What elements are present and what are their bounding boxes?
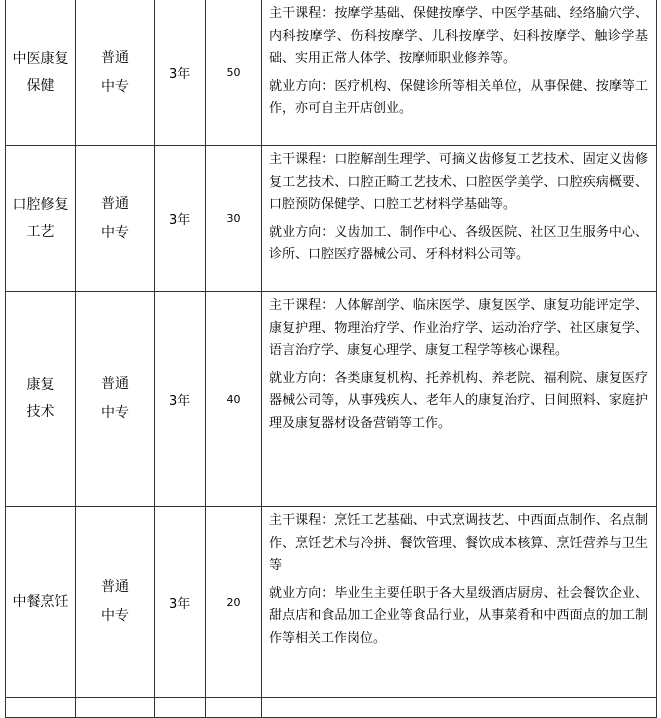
program-name-line: 技术 bbox=[26, 404, 55, 420]
table-row-partial bbox=[6, 698, 657, 718]
program-name-cell bbox=[6, 507, 76, 698]
programs-table bbox=[5, 0, 657, 718]
school-type-line: 中专 bbox=[101, 78, 129, 95]
description-cell bbox=[262, 146, 657, 292]
school-type-line: 中专 bbox=[101, 405, 129, 421]
employment-text: 就业方向：医疗机构、保健诊所等相关单位，从事保健、按摩等工作，亦可自主开店创业。 bbox=[269, 78, 648, 116]
description-cell bbox=[262, 292, 657, 507]
program-name-line: 中医康复 bbox=[12, 50, 69, 67]
program-name-cell bbox=[6, 292, 76, 507]
enrollment-count-cell: 30 bbox=[206, 146, 262, 292]
years-cell: 3年 bbox=[155, 146, 206, 292]
empty-cell bbox=[262, 698, 657, 718]
school-type-cell bbox=[76, 0, 155, 146]
employment-text: 就业方向：毕业生主要任职于各大星级酒店厨房、社会餐饮企业、甜点店和食品加工企业等食品行业，从事菜肴和中西面点的加工制作等相关工作岗位。 bbox=[269, 585, 648, 646]
empty-cell bbox=[155, 698, 206, 718]
school-type-line: 普通 bbox=[101, 49, 129, 66]
program-name-line: 口腔修复 bbox=[12, 196, 69, 213]
school-type-line: 中专 bbox=[101, 608, 129, 624]
school-type-cell bbox=[76, 507, 155, 698]
description-cell bbox=[262, 507, 657, 698]
empty-cell bbox=[206, 698, 262, 718]
program-name-line: 保健 bbox=[26, 77, 55, 94]
enrollment-count-cell: 20 bbox=[206, 507, 262, 698]
empty-cell bbox=[6, 698, 76, 718]
school-type-cell bbox=[76, 292, 155, 507]
table-row bbox=[6, 292, 657, 507]
description-cell bbox=[262, 0, 657, 146]
years-cell: 3年 bbox=[155, 507, 206, 698]
curriculum-text: 主干课程：口腔解剖生理学、可摘义齿修复工艺技术、固定义齿修复工艺技术、口腔正畸工艺技术、口腔医学美学、口腔疾病概要、口腔预防保健学、口腔工艺材料学基础等。 bbox=[269, 152, 648, 212]
empty-cell bbox=[76, 698, 155, 718]
table-row bbox=[6, 146, 657, 292]
curriculum-text: 主干课程：按摩学基础、保健按摩学、中医学基础、经络腧穴学、内科按摩学、伤科按摩学、儿科按摩学、妇科按摩学、触诊学基础、实用正常人体学、按摩师职业修养等。 bbox=[269, 6, 648, 66]
enrollment-count-cell: 40 bbox=[206, 292, 262, 507]
employment-text: 就业方向：各类康复机构、托养机构、养老院、福利院、康复医疗器械公司等，从事残疾人、老年人的康复治疗、日间照料、家庭护理及康复器材设备营销等工作。 bbox=[269, 370, 648, 431]
curriculum-text: 主干课程：烹饪工艺基础、中式烹调技艺、中西面点制作、名点制作、烹饪艺术与冷拼、餐饮管理、餐饮成本核算、烹饪营养与卫生等 bbox=[269, 513, 648, 573]
school-type-line: 普通 bbox=[101, 195, 129, 212]
school-type-line: 普通 bbox=[101, 579, 129, 595]
school-type-line: 中专 bbox=[101, 224, 129, 241]
employment-text: 就业方向：义齿加工、制作中心、各级医院、社区卫生服务中心、诊所、口腔医疗器械公司、牙科材料公司等。 bbox=[269, 224, 648, 262]
curriculum-text: 主干课程：人体解剖学、临床医学、康复医学、康复功能评定学、康复护理、物理治疗学、作业治疗学、运动治疗学、社区康复学、语言治疗学、康复心理学、康复工程学等核心课程。 bbox=[269, 298, 648, 358]
school-type-line: 普通 bbox=[101, 376, 129, 392]
years-cell: 3年 bbox=[155, 0, 206, 146]
program-name-cell bbox=[6, 146, 76, 292]
enrollment-count-cell: 50 bbox=[206, 0, 262, 146]
program-name-line: 康复 bbox=[26, 377, 55, 393]
table-row bbox=[6, 507, 657, 698]
program-name-line: 中餐烹饪 bbox=[12, 593, 69, 610]
school-type-cell bbox=[76, 146, 155, 292]
table-row bbox=[6, 0, 657, 146]
program-name-cell bbox=[6, 0, 76, 146]
program-name-line: 工艺 bbox=[26, 223, 55, 240]
years-cell: 3年 bbox=[155, 292, 206, 507]
